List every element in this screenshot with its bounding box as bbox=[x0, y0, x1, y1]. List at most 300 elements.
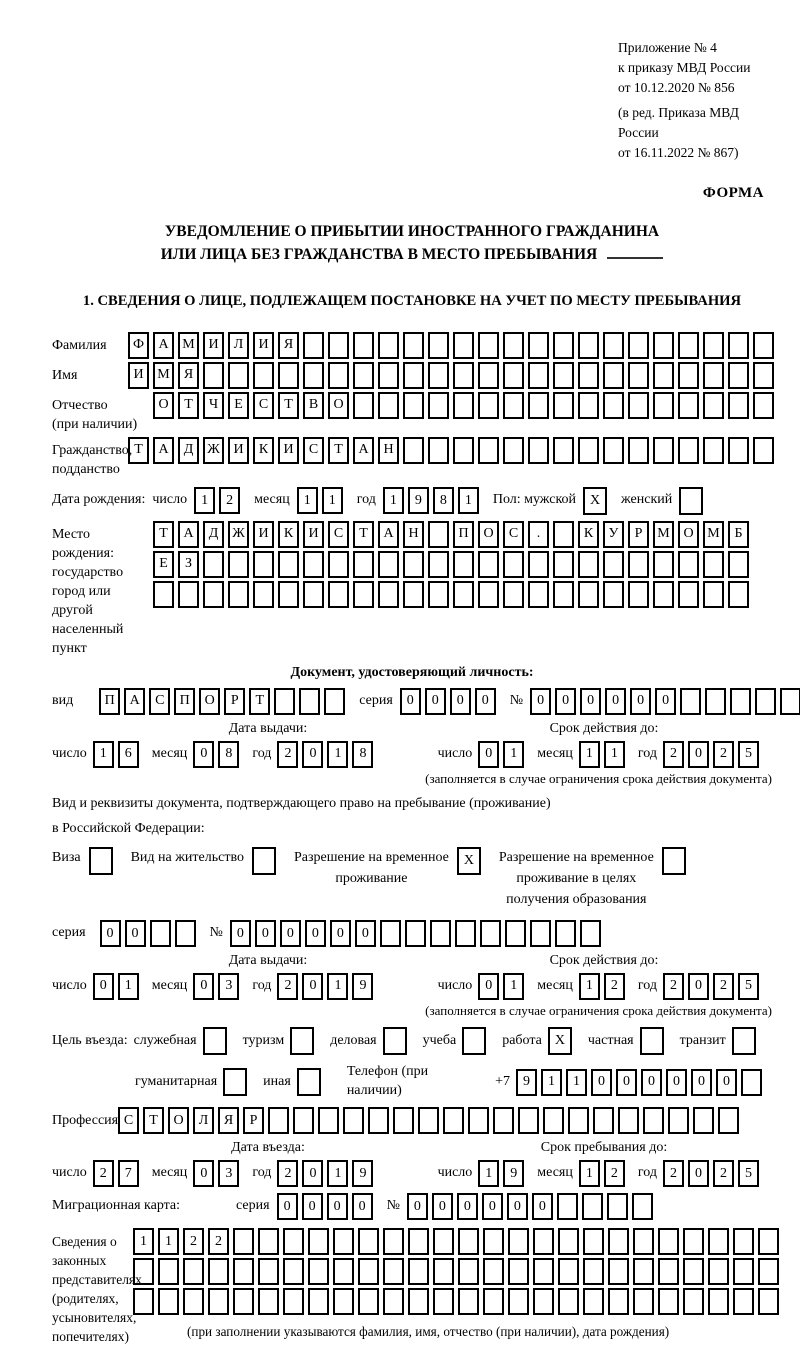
char-cell[interactable] bbox=[175, 920, 196, 947]
char-cell[interactable] bbox=[553, 362, 574, 389]
char-cell[interactable]: М bbox=[703, 521, 724, 548]
char-cell[interactable] bbox=[368, 1107, 389, 1134]
char-cell[interactable] bbox=[708, 1228, 729, 1255]
char-cell[interactable] bbox=[283, 1258, 304, 1285]
char-cell[interactable] bbox=[653, 332, 674, 359]
char-cell[interactable]: 2 bbox=[208, 1228, 229, 1255]
char-cell[interactable] bbox=[283, 1228, 304, 1255]
char-cell[interactable] bbox=[568, 1107, 589, 1134]
char-cell[interactable] bbox=[383, 1258, 404, 1285]
char-cell[interactable] bbox=[628, 437, 649, 464]
char-cell[interactable]: 2 bbox=[277, 973, 298, 1000]
char-cell[interactable] bbox=[428, 362, 449, 389]
char-cell[interactable] bbox=[718, 1107, 739, 1134]
char-cell[interactable] bbox=[453, 551, 474, 578]
char-cell[interactable]: 0 bbox=[400, 688, 421, 715]
char-cell[interactable] bbox=[679, 487, 703, 515]
char-cell[interactable] bbox=[478, 437, 499, 464]
char-cell[interactable] bbox=[403, 392, 424, 419]
char-cell[interactable]: 2 bbox=[713, 741, 734, 768]
char-cell[interactable] bbox=[378, 362, 399, 389]
char-cell[interactable]: О bbox=[478, 521, 499, 548]
char-cell[interactable] bbox=[480, 920, 501, 947]
char-cell[interactable] bbox=[358, 1288, 379, 1315]
char-cell[interactable] bbox=[733, 1228, 754, 1255]
char-cell[interactable] bbox=[578, 437, 599, 464]
char-cell[interactable]: И bbox=[203, 332, 224, 359]
char-cell[interactable]: Т bbox=[143, 1107, 164, 1134]
char-cell[interactable] bbox=[183, 1258, 204, 1285]
char-cell[interactable] bbox=[758, 1288, 779, 1315]
char-cell[interactable] bbox=[233, 1258, 254, 1285]
char-cell[interactable]: 0 bbox=[193, 741, 214, 768]
char-cell[interactable]: 2 bbox=[663, 741, 684, 768]
char-cell[interactable] bbox=[443, 1107, 464, 1134]
char-cell[interactable]: 2 bbox=[183, 1228, 204, 1255]
char-cell[interactable]: 1 bbox=[383, 487, 404, 514]
char-cell[interactable] bbox=[433, 1288, 454, 1315]
char-cell[interactable]: 1 bbox=[322, 487, 343, 514]
char-cell[interactable] bbox=[678, 581, 699, 608]
char-cell[interactable]: Т bbox=[328, 437, 349, 464]
char-cell[interactable] bbox=[505, 920, 526, 947]
char-cell[interactable]: К bbox=[578, 521, 599, 548]
char-cell[interactable] bbox=[408, 1258, 429, 1285]
char-cell[interactable] bbox=[278, 551, 299, 578]
char-cell[interactable] bbox=[333, 1258, 354, 1285]
char-cell[interactable] bbox=[703, 332, 724, 359]
char-cell[interactable]: С bbox=[149, 688, 170, 715]
char-cell[interactable]: 0 bbox=[302, 1160, 323, 1187]
char-cell[interactable] bbox=[283, 1288, 304, 1315]
char-cell[interactable] bbox=[578, 551, 599, 578]
char-cell[interactable] bbox=[383, 1027, 407, 1055]
char-cell[interactable] bbox=[418, 1107, 439, 1134]
char-cell[interactable]: М bbox=[653, 521, 674, 548]
char-cell[interactable] bbox=[478, 392, 499, 419]
char-cell[interactable]: 1 bbox=[327, 973, 348, 1000]
char-cell[interactable]: 0 bbox=[425, 688, 446, 715]
char-cell[interactable] bbox=[680, 688, 701, 715]
char-cell[interactable]: 9 bbox=[516, 1069, 537, 1096]
char-cell[interactable]: 0 bbox=[482, 1193, 503, 1220]
char-cell[interactable]: 8 bbox=[433, 487, 454, 514]
char-cell[interactable] bbox=[508, 1228, 529, 1255]
char-cell[interactable]: 0 bbox=[330, 920, 351, 947]
char-cell[interactable] bbox=[678, 392, 699, 419]
char-cell[interactable] bbox=[408, 1228, 429, 1255]
char-cell[interactable] bbox=[603, 392, 624, 419]
char-cell[interactable] bbox=[458, 1258, 479, 1285]
char-cell[interactable] bbox=[333, 1288, 354, 1315]
char-cell[interactable]: 0 bbox=[666, 1069, 687, 1096]
char-cell[interactable] bbox=[158, 1258, 179, 1285]
char-cell[interactable] bbox=[678, 362, 699, 389]
char-cell[interactable] bbox=[403, 437, 424, 464]
char-cell[interactable] bbox=[753, 362, 774, 389]
char-cell[interactable] bbox=[508, 1288, 529, 1315]
char-cell[interactable] bbox=[703, 392, 724, 419]
char-cell[interactable] bbox=[358, 1258, 379, 1285]
char-cell[interactable] bbox=[553, 332, 574, 359]
char-cell[interactable]: Р bbox=[628, 521, 649, 548]
char-cell[interactable] bbox=[483, 1258, 504, 1285]
char-cell[interactable]: X bbox=[457, 847, 481, 875]
char-cell[interactable] bbox=[462, 1027, 486, 1055]
char-cell[interactable]: 0 bbox=[532, 1193, 553, 1220]
char-cell[interactable] bbox=[558, 1228, 579, 1255]
char-cell[interactable]: 1 bbox=[503, 741, 524, 768]
char-cell[interactable]: 0 bbox=[530, 688, 551, 715]
char-cell[interactable]: 1 bbox=[579, 741, 600, 768]
char-cell[interactable] bbox=[603, 332, 624, 359]
char-cell[interactable] bbox=[297, 1068, 321, 1096]
char-cell[interactable]: 1 bbox=[566, 1069, 587, 1096]
char-cell[interactable] bbox=[582, 1193, 603, 1220]
char-cell[interactable]: 1 bbox=[604, 741, 625, 768]
char-cell[interactable]: Я bbox=[218, 1107, 239, 1134]
char-cell[interactable] bbox=[433, 1228, 454, 1255]
char-cell[interactable] bbox=[328, 332, 349, 359]
char-cell[interactable] bbox=[603, 362, 624, 389]
char-cell[interactable] bbox=[403, 581, 424, 608]
char-cell[interactable]: З bbox=[178, 551, 199, 578]
char-cell[interactable] bbox=[708, 1258, 729, 1285]
char-cell[interactable]: 0 bbox=[432, 1193, 453, 1220]
char-cell[interactable] bbox=[528, 332, 549, 359]
char-cell[interactable]: 0 bbox=[555, 688, 576, 715]
char-cell[interactable] bbox=[553, 581, 574, 608]
char-cell[interactable] bbox=[528, 581, 549, 608]
char-cell[interactable] bbox=[133, 1288, 154, 1315]
char-cell[interactable] bbox=[503, 581, 524, 608]
char-cell[interactable] bbox=[393, 1107, 414, 1134]
char-cell[interactable] bbox=[333, 1228, 354, 1255]
char-cell[interactable] bbox=[583, 1288, 604, 1315]
char-cell[interactable] bbox=[468, 1107, 489, 1134]
char-cell[interactable] bbox=[728, 392, 749, 419]
char-cell[interactable]: X bbox=[548, 1027, 572, 1055]
char-cell[interactable]: 0 bbox=[691, 1069, 712, 1096]
char-cell[interactable]: 0 bbox=[616, 1069, 637, 1096]
char-cell[interactable] bbox=[678, 551, 699, 578]
char-cell[interactable]: 1 bbox=[93, 741, 114, 768]
char-cell[interactable] bbox=[728, 581, 749, 608]
char-cell[interactable] bbox=[453, 362, 474, 389]
char-cell[interactable]: 0 bbox=[302, 741, 323, 768]
char-cell[interactable]: О bbox=[328, 392, 349, 419]
char-cell[interactable]: 1 bbox=[158, 1228, 179, 1255]
char-cell[interactable] bbox=[728, 437, 749, 464]
char-cell[interactable] bbox=[628, 332, 649, 359]
char-cell[interactable] bbox=[408, 1288, 429, 1315]
char-cell[interactable] bbox=[628, 551, 649, 578]
char-cell[interactable] bbox=[478, 551, 499, 578]
char-cell[interactable] bbox=[578, 332, 599, 359]
char-cell[interactable] bbox=[268, 1107, 289, 1134]
char-cell[interactable]: 1 bbox=[194, 487, 215, 514]
char-cell[interactable] bbox=[553, 392, 574, 419]
char-cell[interactable] bbox=[328, 581, 349, 608]
char-cell[interactable]: А bbox=[153, 437, 174, 464]
char-cell[interactable] bbox=[503, 551, 524, 578]
char-cell[interactable]: 0 bbox=[605, 688, 626, 715]
char-cell[interactable] bbox=[503, 437, 524, 464]
char-cell[interactable] bbox=[233, 1288, 254, 1315]
char-cell[interactable] bbox=[628, 581, 649, 608]
char-cell[interactable]: И bbox=[303, 521, 324, 548]
char-cell[interactable] bbox=[378, 392, 399, 419]
char-cell[interactable]: 3 bbox=[218, 973, 239, 1000]
char-cell[interactable] bbox=[183, 1288, 204, 1315]
char-cell[interactable]: И bbox=[228, 437, 249, 464]
char-cell[interactable]: А bbox=[153, 332, 174, 359]
char-cell[interactable]: 5 bbox=[738, 973, 759, 1000]
char-cell[interactable]: 0 bbox=[193, 1160, 214, 1187]
char-cell[interactable] bbox=[553, 521, 574, 548]
char-cell[interactable] bbox=[303, 332, 324, 359]
char-cell[interactable] bbox=[353, 332, 374, 359]
char-cell[interactable] bbox=[653, 392, 674, 419]
char-cell[interactable] bbox=[580, 920, 601, 947]
char-cell[interactable]: 9 bbox=[408, 487, 429, 514]
char-cell[interactable]: С bbox=[328, 521, 349, 548]
char-cell[interactable] bbox=[233, 1228, 254, 1255]
char-cell[interactable] bbox=[608, 1288, 629, 1315]
char-cell[interactable] bbox=[705, 688, 726, 715]
char-cell[interactable] bbox=[633, 1228, 654, 1255]
char-cell[interactable] bbox=[640, 1027, 664, 1055]
char-cell[interactable] bbox=[493, 1107, 514, 1134]
char-cell[interactable]: Ф bbox=[128, 332, 149, 359]
char-cell[interactable]: Ж bbox=[203, 437, 224, 464]
char-cell[interactable] bbox=[633, 1258, 654, 1285]
char-cell[interactable] bbox=[428, 521, 449, 548]
char-cell[interactable]: Т bbox=[353, 521, 374, 548]
char-cell[interactable]: 2 bbox=[663, 1160, 684, 1187]
char-cell[interactable]: Н bbox=[378, 437, 399, 464]
char-cell[interactable] bbox=[328, 551, 349, 578]
char-cell[interactable]: Е bbox=[228, 392, 249, 419]
char-cell[interactable] bbox=[741, 1069, 762, 1096]
char-cell[interactable] bbox=[458, 1288, 479, 1315]
char-cell[interactable] bbox=[628, 392, 649, 419]
char-cell[interactable]: 0 bbox=[591, 1069, 612, 1096]
char-cell[interactable] bbox=[553, 437, 574, 464]
char-cell[interactable]: 2 bbox=[713, 1160, 734, 1187]
char-cell[interactable] bbox=[308, 1288, 329, 1315]
char-cell[interactable]: 0 bbox=[688, 973, 709, 1000]
char-cell[interactable] bbox=[428, 551, 449, 578]
char-cell[interactable]: 3 bbox=[218, 1160, 239, 1187]
char-cell[interactable]: О bbox=[168, 1107, 189, 1134]
char-cell[interactable] bbox=[253, 551, 274, 578]
char-cell[interactable] bbox=[758, 1258, 779, 1285]
char-cell[interactable]: 1 bbox=[478, 1160, 499, 1187]
char-cell[interactable]: Я bbox=[178, 362, 199, 389]
char-cell[interactable]: К bbox=[278, 521, 299, 548]
char-cell[interactable]: 2 bbox=[93, 1160, 114, 1187]
char-cell[interactable]: 0 bbox=[305, 920, 326, 947]
char-cell[interactable]: 2 bbox=[277, 1160, 298, 1187]
char-cell[interactable]: 0 bbox=[302, 1193, 323, 1220]
char-cell[interactable]: 5 bbox=[738, 1160, 759, 1187]
char-cell[interactable] bbox=[530, 920, 551, 947]
char-cell[interactable]: 0 bbox=[688, 741, 709, 768]
char-cell[interactable] bbox=[608, 1228, 629, 1255]
char-cell[interactable] bbox=[658, 1228, 679, 1255]
char-cell[interactable] bbox=[683, 1228, 704, 1255]
char-cell[interactable]: А bbox=[353, 437, 374, 464]
char-cell[interactable]: 0 bbox=[327, 1193, 348, 1220]
char-cell[interactable]: 5 bbox=[738, 741, 759, 768]
char-cell[interactable]: 2 bbox=[604, 973, 625, 1000]
char-cell[interactable]: Л bbox=[193, 1107, 214, 1134]
char-cell[interactable] bbox=[278, 362, 299, 389]
char-cell[interactable] bbox=[758, 1228, 779, 1255]
char-cell[interactable]: М bbox=[178, 332, 199, 359]
char-cell[interactable] bbox=[203, 1027, 227, 1055]
char-cell[interactable] bbox=[728, 551, 749, 578]
char-cell[interactable] bbox=[378, 551, 399, 578]
char-cell[interactable] bbox=[693, 1107, 714, 1134]
char-cell[interactable] bbox=[558, 1288, 579, 1315]
char-cell[interactable] bbox=[353, 581, 374, 608]
char-cell[interactable] bbox=[228, 362, 249, 389]
char-cell[interactable]: 0 bbox=[475, 688, 496, 715]
char-cell[interactable] bbox=[178, 581, 199, 608]
char-cell[interactable] bbox=[578, 392, 599, 419]
char-cell[interactable] bbox=[405, 920, 426, 947]
char-cell[interactable]: С bbox=[118, 1107, 139, 1134]
char-cell[interactable] bbox=[708, 1288, 729, 1315]
char-cell[interactable]: К bbox=[253, 437, 274, 464]
char-cell[interactable] bbox=[653, 437, 674, 464]
char-cell[interactable]: X bbox=[583, 487, 607, 515]
char-cell[interactable]: 1 bbox=[327, 1160, 348, 1187]
char-cell[interactable] bbox=[780, 688, 800, 715]
char-cell[interactable] bbox=[730, 688, 751, 715]
char-cell[interactable] bbox=[453, 581, 474, 608]
char-cell[interactable] bbox=[503, 362, 524, 389]
char-cell[interactable]: 1 bbox=[541, 1069, 562, 1096]
char-cell[interactable]: 0 bbox=[280, 920, 301, 947]
char-cell[interactable] bbox=[683, 1288, 704, 1315]
char-cell[interactable] bbox=[308, 1258, 329, 1285]
char-cell[interactable]: 9 bbox=[352, 1160, 373, 1187]
char-cell[interactable] bbox=[478, 332, 499, 359]
char-cell[interactable] bbox=[628, 362, 649, 389]
char-cell[interactable] bbox=[578, 581, 599, 608]
char-cell[interactable] bbox=[633, 1288, 654, 1315]
char-cell[interactable] bbox=[428, 392, 449, 419]
char-cell[interactable] bbox=[353, 362, 374, 389]
char-cell[interactable]: 0 bbox=[193, 973, 214, 1000]
char-cell[interactable] bbox=[678, 332, 699, 359]
char-cell[interactable] bbox=[478, 362, 499, 389]
char-cell[interactable]: П bbox=[453, 521, 474, 548]
char-cell[interactable]: . bbox=[528, 521, 549, 548]
char-cell[interactable] bbox=[678, 437, 699, 464]
char-cell[interactable]: Т bbox=[278, 392, 299, 419]
char-cell[interactable] bbox=[343, 1107, 364, 1134]
char-cell[interactable] bbox=[557, 1193, 578, 1220]
char-cell[interactable] bbox=[308, 1228, 329, 1255]
char-cell[interactable] bbox=[533, 1228, 554, 1255]
char-cell[interactable]: Т bbox=[128, 437, 149, 464]
char-cell[interactable] bbox=[403, 362, 424, 389]
char-cell[interactable] bbox=[453, 332, 474, 359]
char-cell[interactable]: И bbox=[253, 332, 274, 359]
char-cell[interactable]: Ж bbox=[228, 521, 249, 548]
char-cell[interactable]: Т bbox=[178, 392, 199, 419]
char-cell[interactable]: О bbox=[199, 688, 220, 715]
char-cell[interactable] bbox=[528, 362, 549, 389]
char-cell[interactable]: Р bbox=[243, 1107, 264, 1134]
char-cell[interactable] bbox=[324, 688, 345, 715]
char-cell[interactable] bbox=[528, 437, 549, 464]
char-cell[interactable]: А bbox=[378, 521, 399, 548]
char-cell[interactable] bbox=[153, 581, 174, 608]
char-cell[interactable]: А bbox=[178, 521, 199, 548]
char-cell[interactable]: 2 bbox=[277, 741, 298, 768]
char-cell[interactable]: О bbox=[153, 392, 174, 419]
char-cell[interactable] bbox=[518, 1107, 539, 1134]
char-cell[interactable] bbox=[653, 362, 674, 389]
char-cell[interactable]: 0 bbox=[478, 973, 499, 1000]
char-cell[interactable]: 0 bbox=[230, 920, 251, 947]
char-cell[interactable]: 0 bbox=[688, 1160, 709, 1187]
char-cell[interactable]: И bbox=[278, 437, 299, 464]
char-cell[interactable] bbox=[133, 1258, 154, 1285]
char-cell[interactable]: 1 bbox=[133, 1228, 154, 1255]
char-cell[interactable]: Д bbox=[178, 437, 199, 464]
char-cell[interactable]: 0 bbox=[93, 973, 114, 1000]
char-cell[interactable] bbox=[555, 920, 576, 947]
char-cell[interactable] bbox=[293, 1107, 314, 1134]
char-cell[interactable] bbox=[528, 551, 549, 578]
char-cell[interactable] bbox=[303, 362, 324, 389]
char-cell[interactable] bbox=[358, 1228, 379, 1255]
char-cell[interactable] bbox=[732, 1027, 756, 1055]
char-cell[interactable] bbox=[258, 1228, 279, 1255]
char-cell[interactable] bbox=[608, 1258, 629, 1285]
char-cell[interactable] bbox=[203, 362, 224, 389]
char-cell[interactable]: Т bbox=[153, 521, 174, 548]
char-cell[interactable]: 0 bbox=[641, 1069, 662, 1096]
char-cell[interactable]: С bbox=[253, 392, 274, 419]
char-cell[interactable]: 1 bbox=[118, 973, 139, 1000]
char-cell[interactable]: И bbox=[128, 362, 149, 389]
char-cell[interactable] bbox=[383, 1228, 404, 1255]
char-cell[interactable]: Н bbox=[403, 521, 424, 548]
char-cell[interactable]: 1 bbox=[503, 973, 524, 1000]
char-cell[interactable] bbox=[753, 332, 774, 359]
char-cell[interactable] bbox=[583, 1258, 604, 1285]
char-cell[interactable] bbox=[653, 551, 674, 578]
char-cell[interactable] bbox=[533, 1288, 554, 1315]
char-cell[interactable] bbox=[428, 332, 449, 359]
char-cell[interactable] bbox=[683, 1258, 704, 1285]
char-cell[interactable]: 2 bbox=[604, 1160, 625, 1187]
char-cell[interactable]: Б bbox=[728, 521, 749, 548]
char-cell[interactable]: 0 bbox=[450, 688, 471, 715]
char-cell[interactable]: Е bbox=[153, 551, 174, 578]
char-cell[interactable] bbox=[253, 362, 274, 389]
char-cell[interactable]: И bbox=[253, 521, 274, 548]
char-cell[interactable]: С bbox=[503, 521, 524, 548]
char-cell[interactable]: П bbox=[174, 688, 195, 715]
